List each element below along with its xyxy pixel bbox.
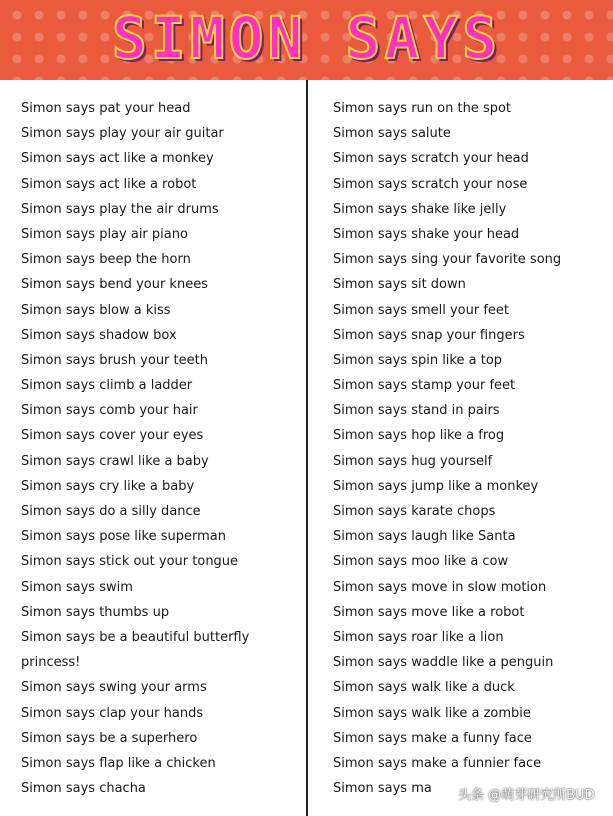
command-item: Simon says blow a kiss [21,302,171,318]
command-item: Simon says spin like a top [333,352,503,368]
command-item: Simon says clap your hands [21,705,204,721]
command-item: Simon says waddle like a penguin [333,655,554,671]
command-item: Simon says shake your head [333,226,520,242]
command-item: Simon says shake like jelly [333,201,507,217]
command-item: Simon says brush your teeth [21,352,208,368]
command-item: Simon says roar like a lion [333,629,504,645]
command-item: Simon says be a beautiful butterfly [21,629,250,645]
command-item: Simon says run on the spot [333,101,512,116]
command-item: Simon says play the air drums [21,201,219,217]
command-item: Simon says beep the horn [21,252,191,268]
command-item: Simon says play air piano [21,226,188,242]
command-item: Simon says act like a monkey [21,151,214,167]
command-item: Simon says swim [21,579,133,595]
command-item: Simon says flap like a chicken [21,755,216,771]
command-item: Simon says do a silly dance [21,504,201,519]
command-item: Simon says walk like a duck [333,680,515,696]
command-item: Simon says salute [333,126,451,142]
command-item: Simon says cover your eyes [21,428,204,444]
column-divider [306,80,308,816]
command-item: Simon says walk like a zombie [333,705,531,721]
command-item: Simon says swing your arms [21,680,207,696]
command-item: Simon says stick out your tongue [21,554,239,570]
command-item: Simon says jump like a monkey [333,478,539,494]
command-item: Simon says climb a ladder [21,378,193,394]
command-item: Simon says make a funny face [333,730,532,746]
command-item: Simon says make a funnier face [333,755,542,771]
command-item: Simon says move like a robot [333,604,525,620]
command-item: Simon says snap your fingers [333,327,525,343]
command-item: Simon says hug yourself [333,453,493,469]
page-title: SIMON SAYS [111,4,502,72]
right-command-list [333,96,611,801]
command-item: Simon says be a superhero [21,730,198,746]
command-item: Simon says comb your hair [21,403,198,419]
command-item: Simon says hop like a frog [333,428,505,444]
watermark: 头条 @萌芽研究所BUD [458,788,595,803]
command-item: Simon says karate chops [333,504,496,519]
command-item: Simon says stand in pairs [333,403,500,419]
command-item: Simon says bend your knees [21,277,208,293]
title-banner [0,0,613,80]
command-item: Simon says play your air guitar [21,126,224,142]
command-item: princess! [21,655,81,671]
command-item: Simon says moo like a cow [333,554,509,570]
command-item: Simon says move in slow motion [333,579,547,595]
command-item: Simon says scratch your head [333,151,529,167]
command-item: Simon says laugh like Santa [333,529,516,545]
left-command-list [21,96,303,801]
command-item: Simon says smell your feet [333,302,510,318]
command-item: Simon says scratch your nose [333,176,528,192]
command-item: Simon says thumbs up [21,604,170,620]
command-item: Simon says act like a robot [21,176,197,192]
command-item: Simon says sit down [333,277,466,293]
command-item: Simon says pat your head [21,101,191,116]
command-item: Simon says crawl like a baby [21,453,209,469]
command-item: Simon says chacha [21,781,146,797]
command-item: Simon says stamp your feet [333,378,516,394]
command-item: Simon says ma [333,781,432,797]
command-item: Simon says sing your favorite song [333,252,562,268]
command-item: Simon says pose like superman [21,529,226,545]
command-item: Simon says cry like a baby [21,478,195,494]
command-item: Simon says shadow box [21,327,177,343]
